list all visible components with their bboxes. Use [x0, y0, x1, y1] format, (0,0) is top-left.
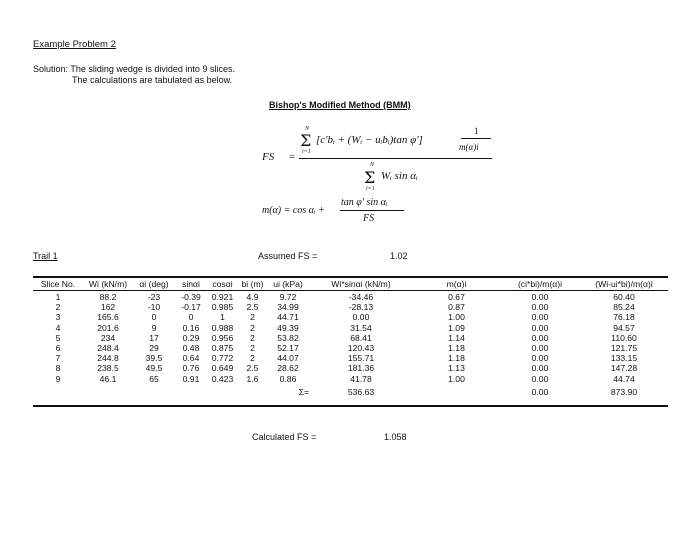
table-cell: 0.875: [211, 343, 234, 354]
table-cell: 1.14: [448, 332, 465, 343]
table-cell: 155.71: [347, 353, 375, 364]
table-cell: 133.15: [610, 353, 638, 364]
table-cell: 41.78: [350, 373, 372, 384]
formula-equals: =: [289, 151, 296, 163]
table-cell: 44.71: [277, 312, 299, 323]
table-cell: 0.91: [182, 373, 200, 384]
col-wub-over-m: (Wi-ui*bi)/m(α)i: [595, 279, 653, 289]
den-sum-lower: i=1: [366, 186, 375, 192]
table-cell: 2.5: [246, 302, 259, 313]
table-cell: 1.18: [448, 353, 465, 364]
col-cos: cosαi: [212, 279, 233, 289]
sum-label: Σ=: [298, 386, 309, 397]
table-cell: 147.28: [610, 363, 638, 374]
table-cell: 201.6: [97, 322, 119, 333]
table-cell: 68.41: [350, 332, 372, 343]
table-cell: 0.86: [279, 373, 297, 384]
table-cell: 110.60: [611, 332, 637, 343]
table-cell: 2.5: [246, 363, 259, 374]
assumed-fs-label: Assumed FS =: [258, 251, 318, 261]
table-cell: 2: [250, 312, 255, 323]
col-bi: bi (m): [241, 279, 264, 289]
table-cell: 0.921: [211, 292, 234, 302]
col-sin: sinαi: [182, 279, 200, 289]
col-wsin: Wi*sinαi (kN/m): [331, 279, 391, 289]
table-cell: 1.00: [448, 373, 465, 384]
col-wi: Wi (kN/m): [88, 279, 128, 289]
table-cell: 65: [149, 373, 159, 384]
table-cell: 1.6: [246, 373, 259, 384]
calculated-fs-value: 1.058: [384, 432, 407, 442]
table-cell: 0: [151, 312, 157, 323]
inner-fraction-line: [461, 138, 491, 139]
table-row: [33, 333, 668, 343]
slice-table: [33, 278, 668, 397]
table-cell: 49.39: [277, 322, 299, 333]
table-cell: [133, 387, 175, 397]
table-cell: 1: [220, 312, 225, 323]
table-cell: 34.99: [277, 302, 299, 313]
den-sigma-icon: Σ: [364, 168, 376, 187]
table-cell: 0.00: [531, 302, 549, 313]
table-cell: [238, 387, 267, 397]
table-cell: 2: [250, 322, 255, 333]
heading: Example Problem 2: [33, 39, 116, 50]
table-cell: -10: [147, 302, 161, 313]
table-cell: 0.956: [211, 332, 234, 343]
solution-line-2: The calculations are tabulated as below.: [72, 75, 233, 85]
table-cell: 46.1: [99, 373, 117, 384]
table-cell: 29: [149, 343, 159, 354]
table-cell: 7: [55, 353, 61, 364]
table-cell: 0: [188, 312, 194, 323]
table-cell: [175, 387, 207, 397]
m-def-denominator: FS: [363, 213, 375, 224]
table-cell: -34.46: [348, 292, 374, 302]
col-cb-over-m: (ci*bi)/m(α)i: [517, 279, 563, 289]
formula-fs: FS: [262, 151, 275, 163]
table-row: [33, 363, 668, 373]
table-cell: 0.00: [531, 373, 549, 384]
table-cell: 4: [55, 322, 61, 333]
table-cell: 0.00: [531, 312, 549, 323]
method-title: Bishop's Modified Method (BMM): [269, 100, 411, 110]
table-row: [33, 353, 668, 363]
table-cell: 0.00: [531, 292, 549, 302]
table-cell: 234: [100, 332, 116, 343]
table-cell: 162: [100, 302, 116, 313]
table-cell: 181.36: [347, 363, 375, 374]
table-cell: 0.48: [182, 343, 200, 354]
table-cell: 120.43: [347, 343, 375, 354]
table-row: [33, 292, 668, 302]
m-def-fraction-line: [340, 210, 404, 211]
table-cell: 0.76: [182, 363, 200, 374]
col-ui: ui (kPa): [273, 279, 303, 289]
table-cell: 9.72: [279, 292, 297, 302]
table-row: [33, 302, 668, 312]
table-cell: 0.988: [211, 322, 234, 333]
table-cell: -23: [147, 292, 161, 302]
table-cell: 60.40: [613, 292, 635, 302]
assumed-fs-value: 1.02: [390, 251, 408, 261]
sum-cb-over-m: 0.00: [531, 386, 549, 397]
table-cell: 0.00: [531, 332, 549, 343]
table-cell: 53.82: [277, 332, 299, 343]
table-cell: 0.16: [182, 322, 200, 333]
table-cell: 4.9: [246, 292, 259, 302]
table-cell: 0.00: [531, 343, 549, 354]
table-cell: 165.6: [97, 312, 119, 323]
sum-row: [33, 387, 668, 397]
table-cell: 1.18: [448, 343, 465, 354]
table-cell: 88.2: [99, 292, 117, 302]
table-row: [33, 343, 668, 353]
col-slice-no: Slice No.: [40, 279, 76, 289]
table-cell: 1.09: [448, 322, 465, 333]
table-cell: 3: [55, 312, 61, 323]
col-alpha: αi (deg): [139, 279, 169, 289]
table-cell: 0.87: [448, 302, 465, 313]
table-cell: 0.985: [211, 302, 234, 313]
table-cell: -0.17: [181, 302, 201, 313]
numerator-body: [c'bᵢ + (Wᵢ − uᵢbᵢ)tan φ']: [316, 134, 423, 146]
table-cell: 9: [151, 322, 157, 333]
table-cell: 0.64: [182, 353, 200, 364]
den-sum-upper: N: [370, 162, 375, 168]
table-cell: 5: [55, 332, 61, 343]
table-bottom-rule: [33, 405, 668, 407]
table-cell: 0.29: [182, 332, 200, 343]
table-cell: [413, 387, 500, 397]
table-cell: 244.8: [97, 353, 119, 364]
table-cell: 2: [250, 343, 255, 354]
table-cell: 44.74: [613, 373, 635, 384]
calculated-fs-label: Calculated FS =: [252, 432, 317, 442]
denominator-body: Wᵢ sin αᵢ: [381, 170, 418, 182]
table-cell: [33, 387, 83, 397]
num-sum-upper: N: [305, 126, 310, 132]
table-row: [33, 312, 668, 322]
table-cell: 49.5: [145, 363, 163, 374]
table-cell: -28.13: [348, 302, 374, 313]
sum-wub-over-m: 873.90: [610, 386, 638, 397]
num-sum-lower: i=1: [302, 149, 311, 155]
table-cell: 121.75: [610, 343, 638, 354]
table-cell: [207, 387, 238, 397]
table-cell: 39.5: [145, 353, 163, 364]
trail-label: Trail 1: [33, 251, 58, 261]
numerator-one: 1: [474, 126, 479, 136]
table-header-row: [33, 278, 668, 290]
table-cell: -0.39: [181, 292, 201, 302]
table-cell: 2: [250, 332, 255, 343]
table-cell: 0.00: [531, 353, 549, 364]
m-def-numerator: tan φ' sin αᵢ: [341, 197, 388, 208]
table-cell: 85.24: [613, 302, 635, 313]
table-cell: 0.67: [448, 292, 465, 302]
table-cell: 238.5: [97, 363, 119, 374]
table-row: [33, 323, 668, 333]
table-cell: 44.07: [277, 353, 299, 364]
table-cell: [83, 387, 133, 397]
numerator-m-alpha: m(α)i: [459, 142, 479, 152]
table-cell: 0.00: [352, 312, 370, 323]
table-cell: 9: [55, 373, 61, 384]
table-cell: 6: [55, 343, 61, 354]
table-cell: 1.00: [448, 312, 465, 323]
table-cell: 2: [55, 302, 61, 313]
num-sigma-icon: Σ: [300, 131, 312, 150]
solution-line-1: Solution: The sliding wedge is divided into 9 slices.: [33, 64, 235, 74]
table-cell: 0.00: [531, 363, 549, 374]
m-def-lhs: m(α) = cos αᵢ +: [262, 205, 325, 216]
table-cell: 0.772: [211, 353, 234, 364]
table-cell: 2: [250, 353, 255, 364]
main-fraction-line: [299, 158, 492, 159]
table-cell: 17: [149, 332, 159, 343]
table-cell: 0.00: [531, 322, 549, 333]
table-cell: 1.13: [448, 363, 465, 374]
table-cell: 0.649: [211, 363, 234, 374]
sum-wsin: 536.63: [347, 386, 375, 397]
table-cell: 8: [55, 363, 61, 374]
table-cell: 28.62: [277, 363, 299, 374]
table-cell: 94.57: [613, 322, 635, 333]
table-row: [33, 374, 668, 384]
col-m-alpha: m(α)i: [446, 279, 467, 289]
table-cell: 76.18: [613, 312, 635, 323]
table-cell: 0.423: [211, 373, 234, 384]
table-cell: 31.54: [350, 322, 372, 333]
table-cell: 52.17: [277, 343, 299, 354]
table-cell: 248.4: [97, 343, 119, 354]
table-cell: 1: [55, 292, 61, 302]
